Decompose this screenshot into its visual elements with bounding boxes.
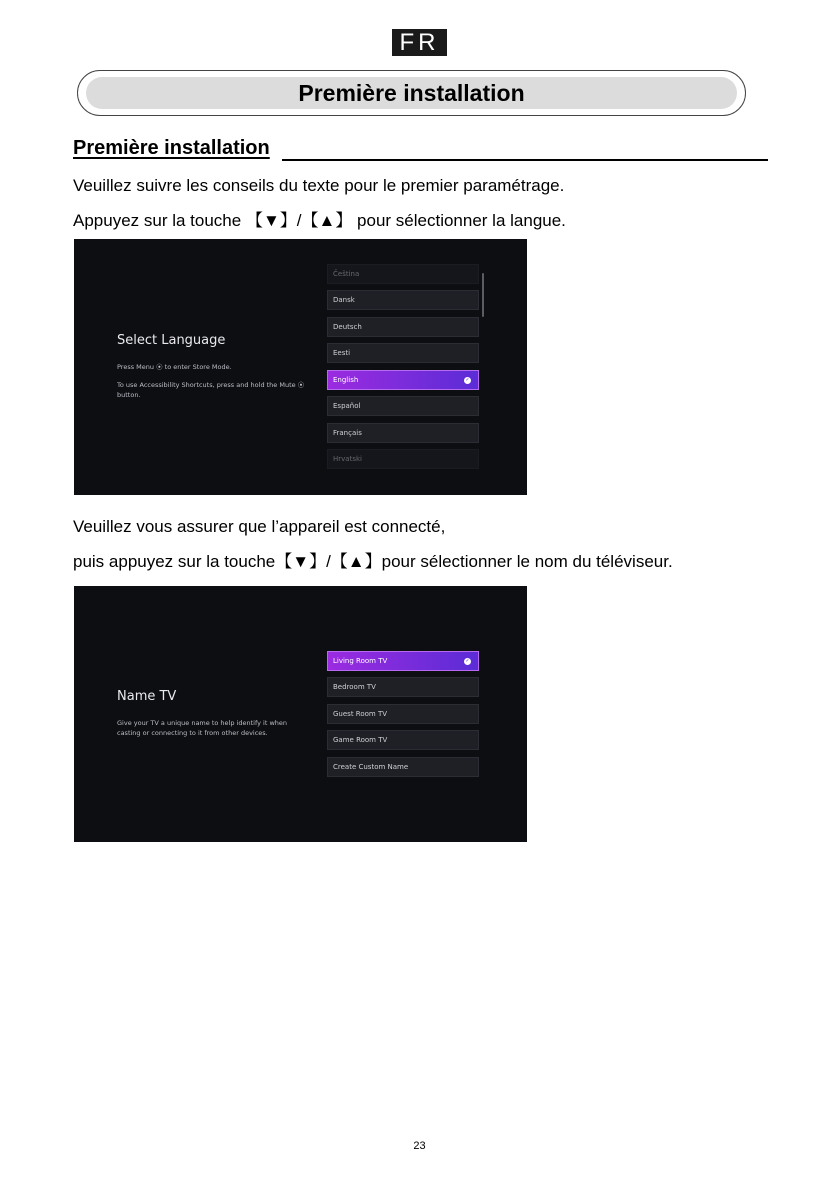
language-item-label: Hrvatski	[333, 455, 362, 463]
tv-name-item-label: Bedroom TV	[333, 683, 376, 691]
language-list-scrollbar[interactable]	[482, 273, 484, 317]
accessibility-note: To use Accessibility Shortcuts, press and hold the Mute ⦿ button.	[117, 381, 305, 399]
language-item[interactable]	[327, 449, 479, 469]
chapter-banner	[77, 70, 746, 116]
instruction-paragraph-1: Veuillez suivre les conseils du texte pour le premier paramétrage.	[73, 176, 565, 195]
name-tv-note: Give your TV a unique name to help identify it when casting or connecting to it from other devices.	[117, 719, 287, 737]
language-item[interactable]	[327, 396, 479, 416]
tv-name-item[interactable]	[327, 677, 479, 697]
tv-name-item-label: Create Custom Name	[333, 763, 409, 771]
language-item-label: Français	[333, 429, 362, 437]
select-language-title: Select Language	[117, 333, 226, 348]
tv-name-item-label: Guest Room TV	[333, 710, 388, 718]
language-badge: FR	[392, 29, 447, 56]
language-item-label: Español	[333, 402, 361, 410]
check-icon: ✓	[465, 377, 470, 383]
tv-name-item[interactable]	[327, 730, 479, 750]
language-item[interactable]	[327, 290, 479, 310]
chapter-banner-title: Première installation	[86, 77, 737, 109]
section-divider	[282, 159, 768, 161]
tv-screen-name-tv	[74, 586, 527, 842]
language-item[interactable]	[327, 423, 479, 443]
language-item-label: Čeština	[333, 270, 360, 278]
language-item[interactable]	[327, 264, 479, 284]
tv-name-item[interactable]	[327, 757, 479, 777]
store-mode-note: Press Menu ⦿ to enter Store Mode.	[117, 363, 232, 371]
language-item-label: Deutsch	[333, 323, 362, 331]
name-tv-title: Name TV	[117, 689, 177, 704]
tv-name-item-label: Living Room TV	[333, 657, 388, 665]
tv-screen-select-language	[74, 239, 527, 495]
language-item-selected[interactable]	[327, 370, 479, 390]
language-item-label: English	[333, 376, 359, 384]
instruction-paragraph-2: Appuyez sur la touche 【▼】/【▲】 pour sélectionner la langue.	[73, 211, 566, 230]
section-title: Première installation	[73, 137, 270, 159]
instruction-paragraph-3: Veuillez vous assurer que l’appareil est connecté,	[73, 517, 446, 536]
language-item-label: Eesti	[333, 349, 351, 357]
check-icon: ✓	[465, 658, 470, 664]
page-number: 23	[413, 1140, 426, 1152]
tv-name-item-selected[interactable]	[327, 651, 479, 671]
tv-name-item-label: Game Room TV	[333, 736, 388, 744]
language-item[interactable]	[327, 343, 479, 363]
language-item[interactable]	[327, 317, 479, 337]
tv-name-item[interactable]	[327, 704, 479, 724]
instruction-paragraph-4: puis appuyez sur la touche【▼】/【▲】pour sélectionner le nom du téléviseur.	[73, 552, 673, 571]
language-item-label: Dansk	[333, 296, 355, 304]
